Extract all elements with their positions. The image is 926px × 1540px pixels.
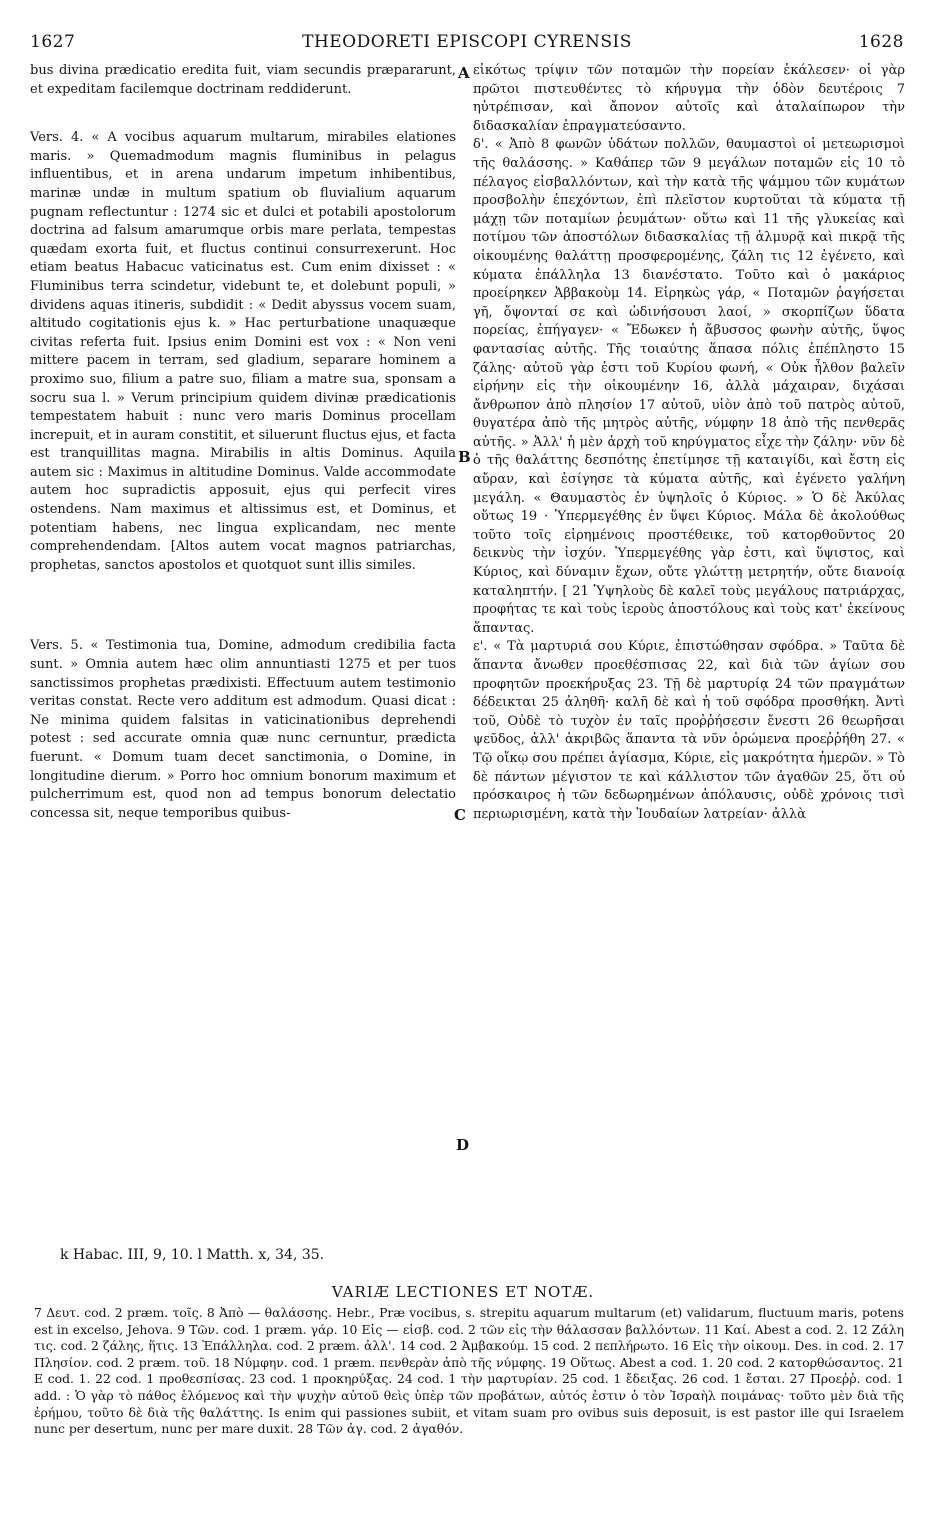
greek-column xyxy=(473,62,905,824)
latin-paragraph: Vers. 4. « A vocibus aquarum multarum, mirabiles elationes maris. » Quemadmodum magnis fluminibus in pelagus influentibus, et in arena undarum impetum inhibentibus, marinæ undæ in multum spatium ob fluvialium aquarum pugnam reflectuntur : 1274 sic et dulci et potabili apostolorum doctrina ad falsum amarumque orbis mare perlata, tempestas quædam exorta fuit, et fluctus continui consurrexerunt. Hoc etiam beatus Habacuc vaticinatus est. Cum enim dixisset : « Fluminibus terra scindetur, videbunt te, et dolebunt populi, » dividens aquas itineris, subdidit : « Dedit abyssus vocem suam, altitudo cogitationis ejus k. » Hac perturbatione unaquæque civitas referta fuit. Ipsius enim Domini est vox : « Non veni mittere pacem in terram, sed gladium, separare hominem a proximo suo, filium a patre suo, filiam a matre sua, sponsam a socru sua l. » Verum principium quidem divinæ prædicationis tempestatem habuit : nunc vero maris Dominus procellam increpuit, et in auram constitit, et siluerunt fluctus ejus, et facta est tranquillitas magna. Mirabilis in altis Dominus. Aquila autem sic : Maximus in altitudine Dominus. Valde accommodate autem hoc supradictis apposuit, ejus qui perfecit vires ostendens. Nam maximus et altissimus est, et Dominus, et potentiam habens, nec lingua explicandam, nec mente comprehendendam. [Altos autem vocat magnos patriarchas, prophetas, sanctos apostolos et quotquot sunt illis similes. xyxy=(30,130,456,573)
variae-lectiones-title: VARIÆ LECTIONES ET NOTÆ. xyxy=(331,1283,595,1301)
margin-letter-a: A xyxy=(458,64,470,82)
greek-paragraph: ε'. « Τὰ μαρτυριά σου Κύριε, ἐπιστώθησαν σφόδρα. » Ταῦτα δὲ ἅπαντα ἄνωθεν προεθέσπισας 22, καὶ διὰ τῶν ἁγίων σου προφητῶν προεκήρυξας 23. Τῇ δὲ μαρτυρίᾳ 24 τῶν πραγμάτων δέδεικται 25 ἀληθῆ· καλῆ δὲ καὶ ἡ τοῦ σφόδρα προσθήκη. Ἀντὶ τοῦ, Οὐδὲ τὸ τυχὸν ἐν ταῖς προῤῥήσεσιν ἔνεστι 26 θεωρῆσαι ψεῦδος, ἀλλ' ἀκριβῶς ἅπαντα τὰ νῦν ὁρώμενα προεῤῥήθη 27. « Τῷ οἴκῳ σου πρέπει ἁγίασμα, Κύριε, εἰς μακρότητα ἡμερῶν. » Τὸ δὲ πάντων μέγιστον τε καὶ κάλλιστον τῶν ἀγαθῶν 25, ὅτι οὐ πρόσκαιρος ἡ τῶν δεδωρημένων ἀπόλαυσις, οὐδὲ χρόνοις τισὶ περιωρισμένη, κατὰ τὴν Ἰουδαίων λατρείαν· ἀλλὰ xyxy=(473,639,905,822)
page-header xyxy=(30,32,904,58)
page-number-left: 1627 xyxy=(30,32,76,52)
variant-notes xyxy=(34,1305,904,1438)
margin-letter-b: B xyxy=(458,448,471,466)
latin-column xyxy=(30,62,456,823)
footnote-references: k Habac. III, 9, 10. l Matth. x, 34, 35. xyxy=(60,1247,325,1263)
margin-letter-d: D xyxy=(456,1136,470,1154)
variant-notes-text: 7 Δευτ. cod. 2 præm. τοῖς. 8 Ἀπὸ — θαλάσσης. Hebr., Præ vocibus, s. strepitu aquarum multarum (et) validarum, fluctuum maris, potens est in excelso, Jehova. 9 Τῶν. cod. 1 præm. γάρ. 10 Εἰς — εἰσβ. cod. 2 τῶν εἰς τὴν θάλασσαν βαλλόντων. 11 Καί. Abest a cod. 2. 12 Ζάλη τις. cod. 2 ζάλης, ἥτις. 13 Ἐπάλληλα. cod. 2 præm. ἀλλ'. 14 cod. 2 Ἀμβακούμ. 15 cod. 2 πεπλήρωτο. 16 Εἰς τὴν οἰκουμ. Des. in cod. 2. 17 Πλησίον. cod. 2 præm. τοῦ. 18 Νύμφην. cod. 1 præm. πενθερὰν ἀπὸ τῆς νύμφης. 19 Οὕτως. Abest a cod. 1. 20 cod. 2 κατορθώσαντος. 21 E cod. 1. 22 cod. 1 προθεσπίσας. 23 cod. 1 προκηρύξας. 24 cod. 1 τὴν μαρτυρίαν. 25 cod. 1 ἔδειξας. 26 cod. 1 ἔσται. 27 Προεῤῥ. cod. 1 add. : Ὁ γὰρ τὸ πάθος ἑλόμενος καὶ τὴν ψυχὴν αὐτοῦ θεὶς ὑπὲρ τῶν προβάτων, αὐτός ἐστιν ὁ τὸν Ἰσραὴλ ποιμάνας· τοῦτο μὲν διὰ τῆς ἐρήμου, τοῦτο δὲ διὰ τῆς θαλάττης. Is enim qui passiones subiit, et vitam suam pro ovibus suis deposuit, is est pastor ille qui Israelem nunc per desertum, nunc per mare duxit. 28 Τῶν ἀγ. cod. 2 ἀγαθόν. xyxy=(34,1305,904,1437)
page-number-right: 1628 xyxy=(858,32,904,52)
latin-paragraph: Vers. 5. « Testimonia tua, Domine, admodum credibilia facta sunt. » Omnia autem hæc olim annuntiasti 1275 et per tuos sanctissimos prophetas prædixisti. Effectuum autem testimonio veritas constat. Recte vero additum est admodum. Quasi dicat : Ne minima quidem falsitas in vaticinationibus deprehendi potest : sed accurate omnia quæ nunc cernuntur, prædicta fuerunt. « Domum tuam decet sanctimonia, o Domine, in longitudine dierum. » Porro hoc omnium bonorum maximum et pulcherrimum est, quod non ad tempus bonorum delectatio concessa sit, neque temporibus quibus- xyxy=(30,638,456,821)
margin-letter-c: C xyxy=(454,806,466,824)
latin-paragraph: bus divina prædicatio eredita fuit, viam secundis præpararunt, et expeditam facilemque doctrinam reddiderunt. xyxy=(30,63,456,97)
greek-paragraph: εἰκότως τρίψιν τῶν ποταμῶν τὴν πορείαν ἐκάλεσεν· οἱ γὰρ πρῶτοι πιστευθέντες τὸ κήρυγμα τὴν ὁδὸν δευτέροις 7 ηὐτρέπισαν, καὶ ἄπονον αὐτοῖς καὶ ἀταλαίπωρον τὴν διδασκαλίαν ἐπραγματεύσαντο. xyxy=(473,63,905,134)
greek-paragraph: δ'. « Ἀπὸ 8 φωνῶν ὑδάτων πολλῶν, θαυμαστοὶ οἱ μετεωρισμοὶ τῆς θαλάσσης. » Καθάπερ τῶν 9 μεγάλων ποταμῶν εἰς 10 τὸ πέλαγος εἰσβαλλόντων, καὶ τὴν κατὰ τῆς ψάμμου τῶν κυμάτων προσβολὴν ἐπεχόντων, ἐπὶ πλεῖστον κυρτοῦται τὰ κύματα τῇ μάχῃ τῶν ποταμίων ῥευμάτων· οὕτω καὶ 11 τῆς γλυκείας καὶ ποτίμου τῶν ἀποστόλων διδασκαλίας τῇ ἁλμυρᾷ καὶ πικρᾷ τῆς οἰκουμένης θαλάττῃ προσφερομένης, ζάλη τις 12 ἐγένετο, καὶ κύματα ἐπάλληλα 13 διανέστατο. Τοῦτο καὶ ὁ μακάριος προείρηκεν Ἀββακοὺμ 14. Εἰρηκὼς γάρ, « Ποταμῶν ῥαγήσεται γῆ, ὄψονταί σε καὶ ὠδινήσουσι λαοί, » σκορπίζων ὕδατα πορείας, ἐπήγαγεν· « Ἔδωκεν ἡ ἄβυσσος φωνὴν αὐτῆς, ὕψος φαντασίας αὐτῆς. Τῆς τοιαύτης ἅπασα πόλις ἐπέπληστο 15 ζάλης· αὐτοῦ γὰρ ἐστι τοῦ Κυρίου φωνή, « Οὐκ ἦλθον βαλεῖν εἰρήνην εἰς τὴν οἰκουμένην 16, ἀλλὰ μάχαιραν, διχάσαι ἄνθρωπον ἀπὸ πλησίον 17 αὐτοῦ, υἱὸν ἀπὸ τοῦ πατρὸς αὐτοῦ, θυγατέρα ἀπὸ τῆς μητρὸς αὐτῆς, νύμφην 18 ἀπὸ τῆς πενθερᾶς αὐτῆς. » Ἀλλ' ἡ μὲν ἀρχὴ τοῦ κηρύγματος εἶχε τὴν ζάλην· νῦν δὲ ὁ τῆς θαλάττης δεσπότης ἐπετίμησε τῇ καταιγίδι, καὶ ἔστη εἰς αὔραν, καὶ ἐσίγησε τὰ κύματα αὐτῆς, καὶ ἐγένετο γαλήνη μεγάλη. « Θαυμαστὸς ἐν ὑψηλοῖς ὁ Κύριος. » Ὁ δὲ Ἀκύλας οὕτως 19 · Ὑπερμεγέθης ἐν ὕψει Κύριος. Μάλα δὲ ἀκολούθως τοῦτο τοῖς εἰρημένοις προστέθεικε, τοῦ κατορθοῦντος 20 δεικνὺς τὴν ἰσχύν. Ὑπερμεγέθης γὰρ ἐστι, καὶ ὕψιστος, καὶ Κύριος, καὶ δύναμιν ἔχων, οὔτε γλώττῃ μετρητήν, οὔτε διανοίᾳ καταληπτήν. [ 21 Ὑψηλοὺς δὲ καλεῖ τοὺς μεγάλους πατριάρχας, προφήτας τε καὶ τοὺς ἱεροὺς ἀποστόλους καὶ τοὺς κατ' ἐκείνους ἅπαντας. xyxy=(473,137,905,636)
running-title: THEODORETI EPISCOPI CYRENSIS xyxy=(302,32,632,52)
